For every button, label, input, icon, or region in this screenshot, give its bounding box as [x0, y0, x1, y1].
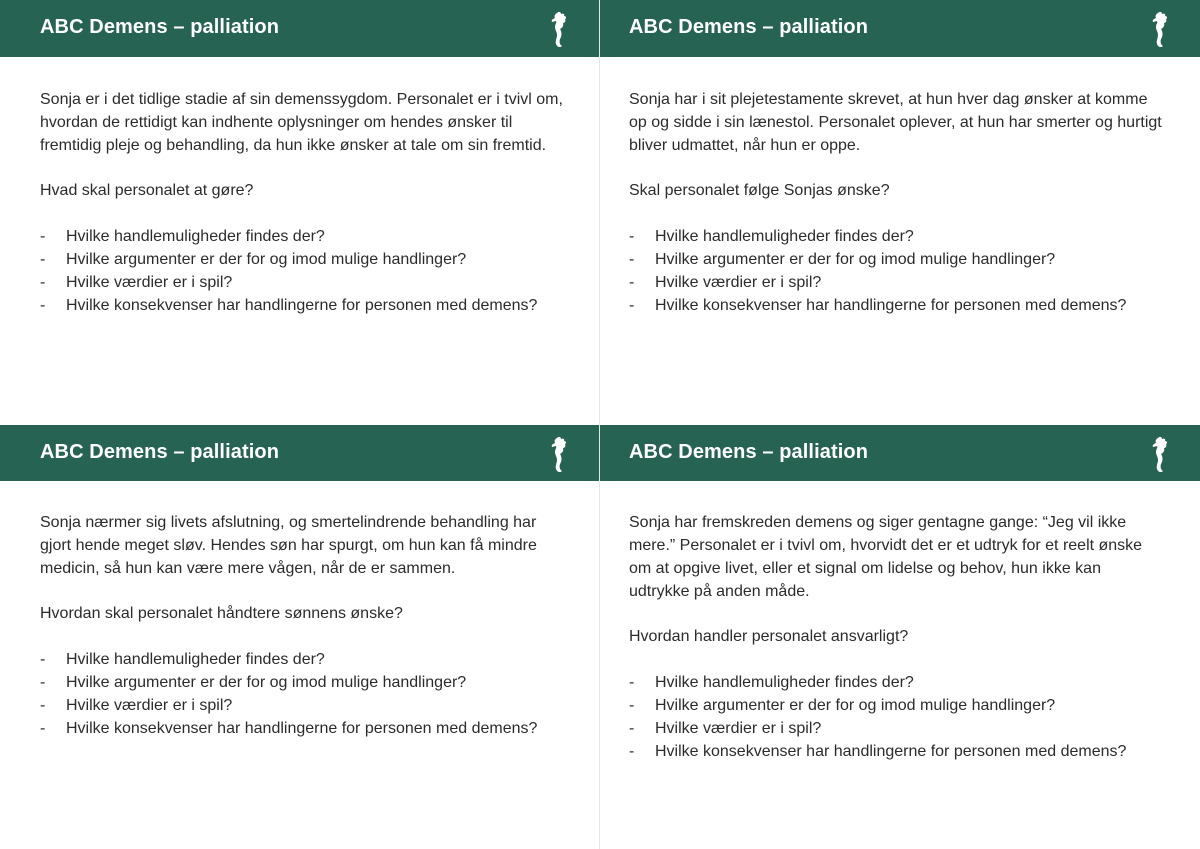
dilemma-card-1	[0, 0, 600, 424]
list-item: - Hvilke handlemuligheder findes der?	[629, 228, 914, 245]
seahorse-icon	[1150, 11, 1170, 49]
list-item: - Hvilke argumenter er der for og imod mulige handlinger?	[629, 697, 1056, 714]
card-body	[40, 511, 570, 740]
card-title: ABC Demens – palliation	[629, 441, 869, 463]
card-header	[600, 0, 1200, 57]
card-body	[629, 88, 1164, 317]
card-body	[629, 511, 1164, 763]
card-title: ABC Demens – palliation	[629, 16, 869, 38]
scenario-text: Sonja er i det tidlige stadie af sin demenssygdom. Personalet er i tvivl om, hvordan de rettidigt kan indhente oplysninger om hendes ønsker til fremtidig pleje og behandling, da hun ikke ønsker at tale om sin fremtid.	[40, 91, 563, 154]
list-item: - Hvilke konsekvenser har handlingerne for personen med demens?	[40, 297, 538, 314]
question-text: Hvad skal personalet at gøre?	[40, 182, 254, 199]
scenario-text: Sonja nærmer sig livets afslutning, og smertelindrende behandling har gjort hende meget sløv. Hendes søn har spurgt, om hun kan få mindre medicin, så hun kan være mere vågen, når de er sammen.	[40, 514, 537, 577]
list-item: - Hvilke konsekvenser har handlingerne for personen med demens?	[629, 743, 1127, 760]
scenario-text: Sonja har i sit plejetestamente skrevet, at hun hver dag ønsker at komme op og sidde i sin lænestol. Personalet oplever, at hun har smerter og hurtigt bliver udmattet, når hun er oppe.	[629, 91, 1162, 154]
card-body	[40, 88, 570, 317]
list-item: - Hvilke handlemuligheder findes der?	[40, 228, 325, 245]
dilemma-card-3	[0, 425, 600, 849]
list-item: - Hvilke argumenter er der for og imod mulige handlinger?	[629, 251, 1056, 268]
card-header	[600, 425, 1200, 481]
reflection-questions	[40, 648, 570, 740]
question-text: Hvordan handler personalet ansvarligt?	[629, 628, 909, 645]
question-text: Skal personalet følge Sonjas ønske?	[629, 182, 890, 199]
list-item: - Hvilke værdier er i spil?	[40, 274, 233, 291]
scenario-text: Sonja har fremskreden demens og siger gentagne gange: “Jeg vil ikke mere.” Personalet er i tvivl om, hvorvidt det er et udtryk for et reelt ønske om at opgive livet, eller et signal om lidelse og behov, hun ikke kan udtrykke på anden måde.	[629, 514, 1143, 600]
list-item: - Hvilke handlemuligheder findes der?	[40, 651, 325, 668]
list-item: - Hvilke værdier er i spil?	[629, 274, 822, 291]
reflection-questions	[629, 225, 1164, 317]
card-title: ABC Demens – palliation	[40, 16, 280, 38]
card-divider	[599, 0, 600, 849]
seahorse-icon	[549, 436, 569, 474]
list-item: - Hvilke handlemuligheder findes der?	[629, 674, 914, 691]
seahorse-icon	[549, 11, 569, 49]
dilemma-card-4	[600, 425, 1200, 849]
reflection-questions	[629, 671, 1164, 763]
list-item: - Hvilke konsekvenser har handlingerne for personen med demens?	[40, 720, 538, 737]
dilemma-card-2	[600, 0, 1200, 424]
question-text: Hvordan skal personalet håndtere sønnens ønske?	[40, 605, 403, 622]
list-item: - Hvilke værdier er i spil?	[40, 697, 233, 714]
reflection-questions	[40, 225, 570, 317]
list-item: - Hvilke argumenter er der for og imod mulige handlinger?	[40, 674, 467, 691]
card-header	[0, 425, 600, 481]
list-item: - Hvilke argumenter er der for og imod mulige handlinger?	[40, 251, 467, 268]
seahorse-icon	[1150, 436, 1170, 474]
list-item: - Hvilke værdier er i spil?	[629, 720, 822, 737]
card-title: ABC Demens – palliation	[40, 441, 280, 463]
card-header	[0, 0, 600, 57]
list-item: - Hvilke konsekvenser har handlingerne for personen med demens?	[629, 297, 1127, 314]
